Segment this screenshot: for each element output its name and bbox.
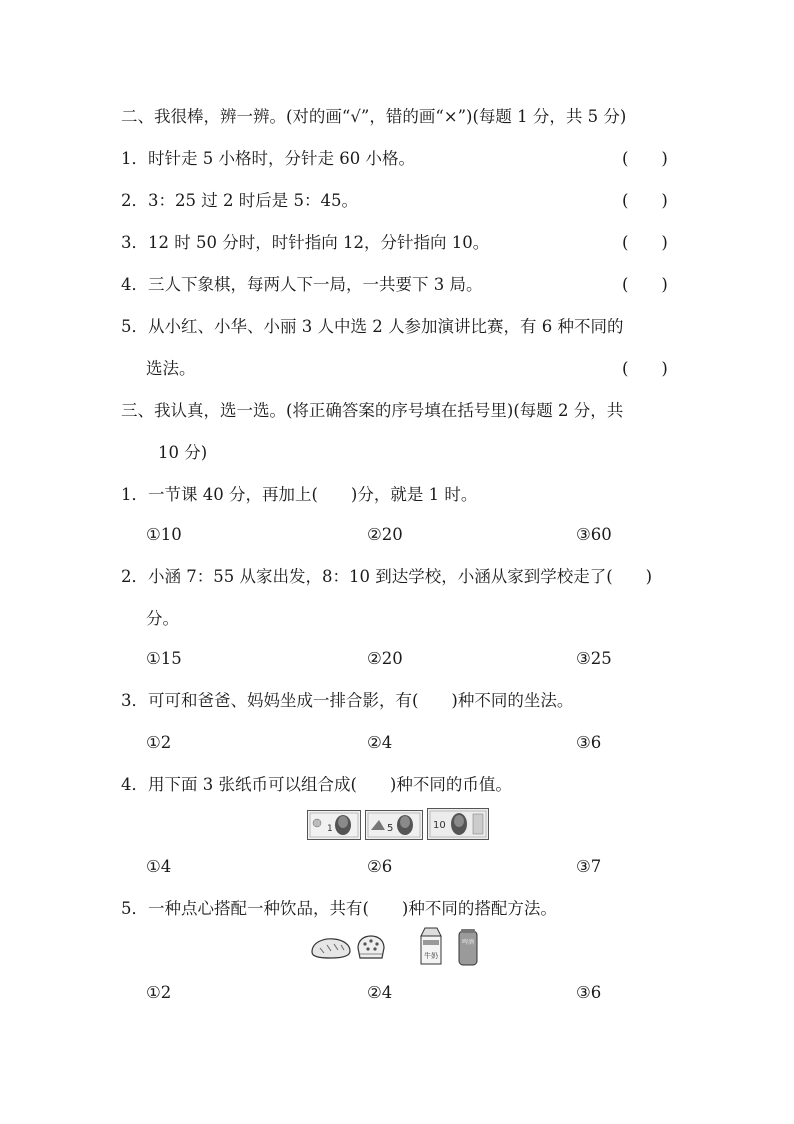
judge-item-2: 2．3：25 过 2 时后是 5：45。 bbox=[121, 191, 358, 210]
judge-item-5-cont: 选法。 bbox=[146, 359, 196, 378]
q4-option-c[interactable]: ③7 bbox=[576, 857, 602, 876]
milk-carton-icon bbox=[417, 926, 445, 966]
choice-question-2-cont: 分。 bbox=[146, 609, 179, 628]
banknote-10-yuan-image bbox=[427, 808, 489, 840]
banknote-1-yuan-image bbox=[307, 810, 361, 840]
answer-paren-2[interactable]: ( ) bbox=[622, 191, 668, 210]
section-3-title-cont: 10 分) bbox=[158, 443, 208, 462]
q3-option-c[interactable]: ③6 bbox=[576, 733, 602, 752]
q5-option-c[interactable]: ③6 bbox=[576, 983, 602, 1002]
judge-item-1: 1．时针走 5 小格时，分针走 60 小格。 bbox=[121, 149, 415, 168]
svg-text:5: 5 bbox=[387, 823, 394, 834]
drink-can-icon bbox=[457, 928, 479, 968]
choice-question-2: 2．小涵 7：55 从家出发，8：10 到达学校，小涵从家到学校走了( ) bbox=[121, 567, 653, 586]
q2-option-b[interactable]: ②20 bbox=[367, 649, 403, 668]
judge-item-3: 3．12 时 50 分时，时针指向 12，分针指向 10。 bbox=[121, 233, 490, 252]
cake-icon bbox=[355, 934, 387, 962]
bread-icon bbox=[310, 936, 352, 960]
q5-option-b[interactable]: ②4 bbox=[367, 983, 393, 1002]
q3-option-a[interactable]: ①2 bbox=[146, 733, 172, 752]
choice-question-4: 4．用下面 3 张纸币可以组合成( )种不同的币值。 bbox=[121, 775, 512, 794]
judge-item-4: 4．三人下象棋，每两人下一局，一共要下 3 局。 bbox=[121, 275, 483, 294]
q1-option-b[interactable]: ②20 bbox=[367, 525, 403, 544]
svg-text:10: 10 bbox=[433, 820, 446, 831]
q4-option-a[interactable]: ①4 bbox=[146, 857, 172, 876]
q1-option-a[interactable]: ①10 bbox=[146, 525, 182, 544]
choice-question-3: 3．可可和爸爸、妈妈坐成一排合影，有( )种不同的坐法。 bbox=[121, 691, 574, 710]
answer-paren-4[interactable]: ( ) bbox=[622, 275, 668, 294]
svg-text:啤酒: 啤酒 bbox=[461, 939, 475, 946]
banknote-5-yuan-image bbox=[365, 810, 423, 840]
svg-text:1: 1 bbox=[327, 824, 333, 834]
q5-option-a[interactable]: ①2 bbox=[146, 983, 172, 1002]
q2-option-a[interactable]: ①15 bbox=[146, 649, 182, 668]
q4-option-b[interactable]: ②6 bbox=[367, 857, 393, 876]
section-2-title: 二、我很棒，辨一辨。(对的画“√”，错的画“×”)(每题 1 分，共 5 分) bbox=[121, 107, 627, 126]
svg-text:牛奶: 牛奶 bbox=[424, 952, 438, 960]
choice-question-5: 5．一种点心搭配一种饮品，共有( )种不同的搭配方法。 bbox=[121, 899, 557, 918]
q1-option-c[interactable]: ③60 bbox=[576, 525, 612, 544]
choice-question-1: 1．一节课 40 分，再加上( )分，就是 1 时。 bbox=[121, 485, 478, 504]
q3-option-b[interactable]: ②4 bbox=[367, 733, 393, 752]
q2-option-c[interactable]: ③25 bbox=[576, 649, 612, 668]
answer-paren-5[interactable]: ( ) bbox=[622, 359, 668, 378]
answer-paren-3[interactable]: ( ) bbox=[622, 233, 668, 252]
answer-paren-1[interactable]: ( ) bbox=[622, 149, 668, 168]
judge-item-5: 5．从小红、小华、小丽 3 人中选 2 人参加演讲比赛，有 6 种不同的 bbox=[121, 317, 624, 336]
section-3-title: 三、我认真，选一选。(将正确答案的序号填在括号里)(每题 2 分，共 bbox=[121, 401, 624, 420]
